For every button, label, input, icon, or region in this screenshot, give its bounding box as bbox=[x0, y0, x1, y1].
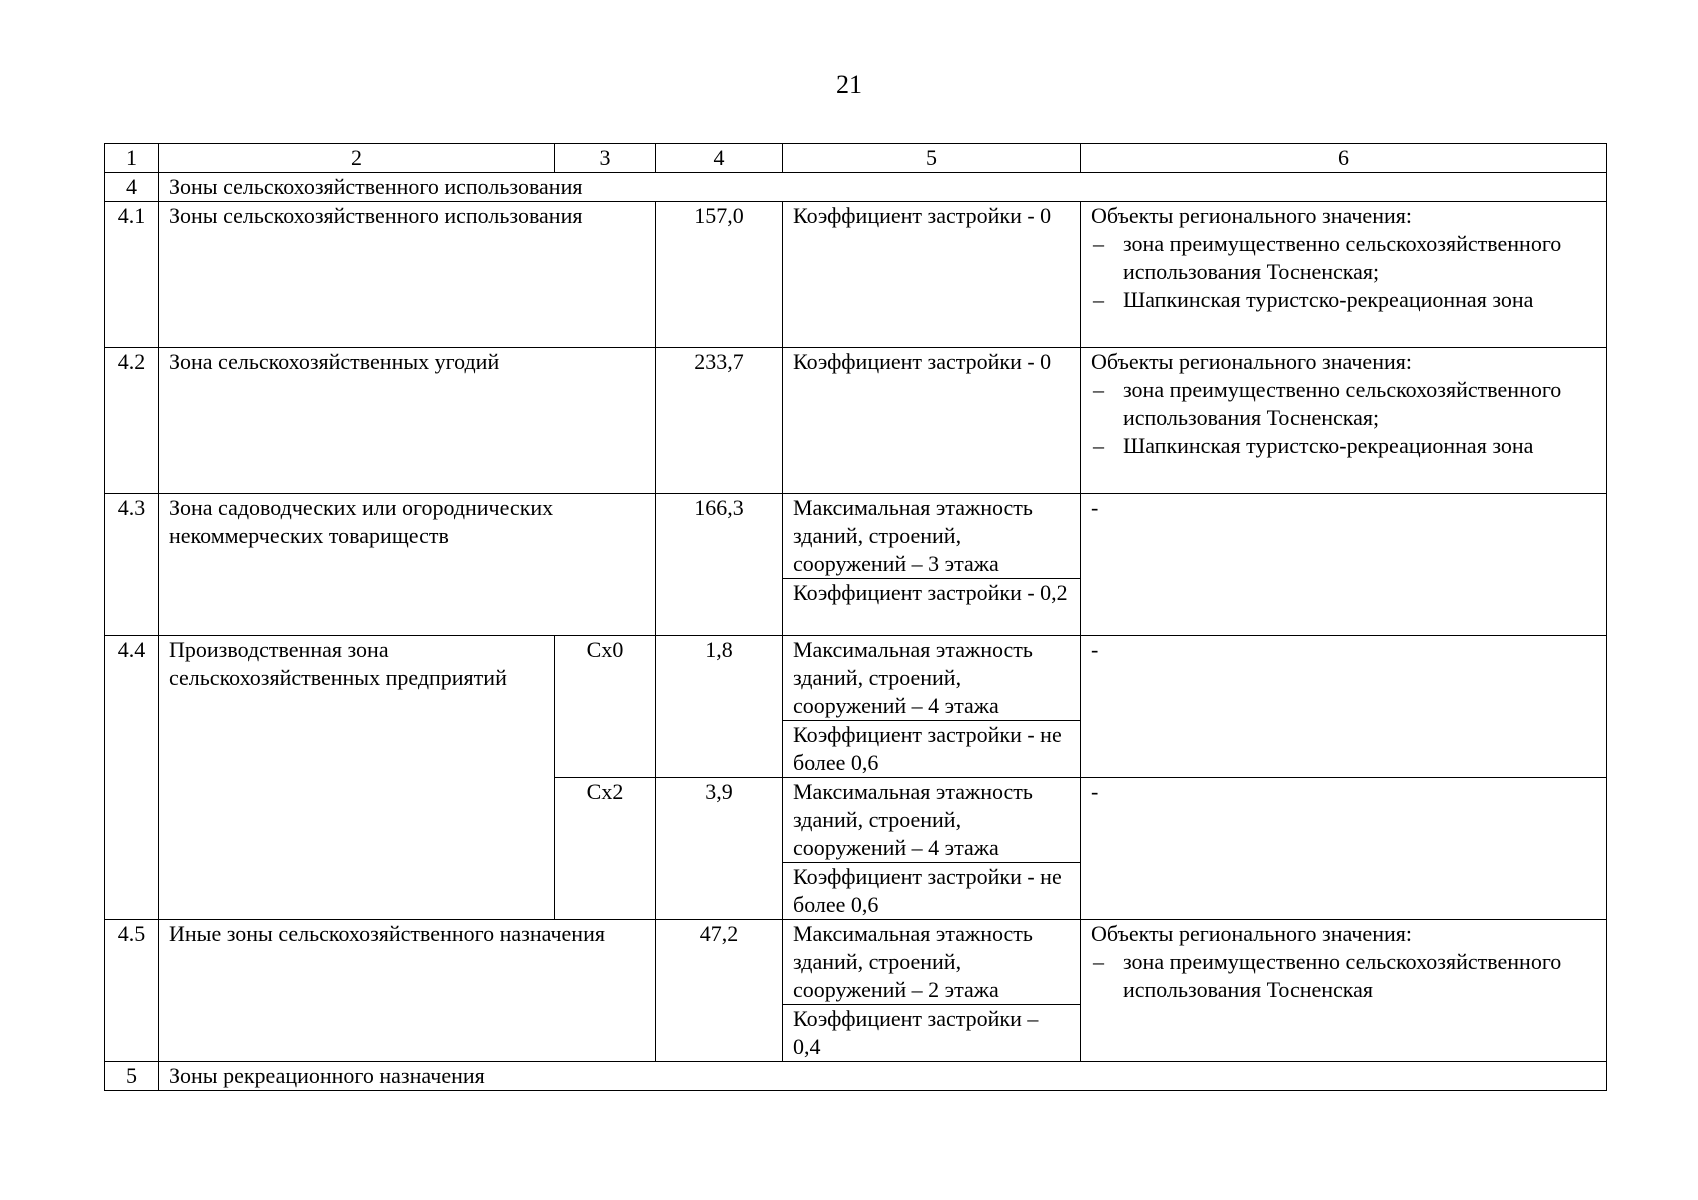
zone-area: 1,8 bbox=[656, 636, 783, 778]
zone-name: Иные зоны сельскохозяйственного назначения bbox=[159, 920, 656, 1062]
zone-area: 157,0 bbox=[656, 202, 783, 348]
zone-parameter-coefficient: Коэффициент застройки - не более 0,6 bbox=[783, 863, 1081, 920]
section-title: Зоны сельскохозяйственного использования bbox=[159, 173, 1607, 202]
row-number: 4.2 bbox=[105, 348, 159, 494]
list-item: – Шапкинская туристско-рекреационная зона bbox=[1091, 286, 1596, 314]
zone-objects: - bbox=[1081, 778, 1607, 920]
objects-title: Объекты регионального значения: bbox=[1091, 349, 1412, 374]
table-row-4-5 bbox=[105, 920, 1607, 1005]
zone-area: 233,7 bbox=[656, 348, 783, 494]
objects-title: Объекты регионального значения: bbox=[1091, 921, 1412, 946]
row-number: 5 bbox=[105, 1062, 159, 1091]
zone-parameter-floors: Максимальная этажность зданий, строений, сооружений – 3 этажа bbox=[783, 494, 1081, 579]
list-item: – зона преимущественно сельскохозяйственного использования Тосненская; bbox=[1091, 230, 1596, 286]
header-cell: 6 bbox=[1081, 144, 1607, 173]
header-cell: 4 bbox=[656, 144, 783, 173]
zone-parameter-coefficient: Коэффициент застройки – 0,4 bbox=[783, 1005, 1081, 1062]
zone-objects bbox=[1081, 202, 1607, 348]
row-number: 4.3 bbox=[105, 494, 159, 636]
list-item: – зона преимущественно сельскохозяйственного использования Тосненская bbox=[1091, 948, 1596, 1004]
zone-code: Сх2 bbox=[555, 778, 656, 920]
zone-name: Производственная зона сельскохозяйственных предприятий bbox=[159, 636, 555, 920]
section-row-4 bbox=[105, 173, 1607, 202]
header-cell: 1 bbox=[105, 144, 159, 173]
objects-list bbox=[1091, 948, 1596, 1004]
zone-objects bbox=[1081, 348, 1607, 494]
zone-parameter-coefficient: Коэффициент застройки - 0,2 bbox=[783, 579, 1081, 636]
table-row-4-3 bbox=[105, 494, 1607, 579]
row-number: 4.5 bbox=[105, 920, 159, 1062]
zone-parameter: Коэффициент застройки - 0 bbox=[783, 202, 1081, 348]
header-cell: 2 bbox=[159, 144, 555, 173]
table-row-4-2 bbox=[105, 348, 1607, 494]
objects-title: Объекты регионального значения: bbox=[1091, 203, 1412, 228]
zone-parameter-floors: Максимальная этажность зданий, строений, сооружений – 2 этажа bbox=[783, 920, 1081, 1005]
list-item: – зона преимущественно сельскохозяйственного использования Тосненская; bbox=[1091, 376, 1596, 432]
zone-area: 47,2 bbox=[656, 920, 783, 1062]
objects-list bbox=[1091, 230, 1596, 314]
zone-objects: - bbox=[1081, 494, 1607, 636]
zone-parameter-floors: Максимальная этажность зданий, строений, сооружений – 4 этажа bbox=[783, 636, 1081, 721]
zone-parameter-coefficient: Коэффициент застройки - не более 0,6 bbox=[783, 721, 1081, 778]
table-row-4-1 bbox=[105, 202, 1607, 348]
header-row bbox=[105, 144, 1607, 173]
header-cell: 5 bbox=[783, 144, 1081, 173]
zone-objects: - bbox=[1081, 636, 1607, 778]
zone-area: 166,3 bbox=[656, 494, 783, 636]
zone-name: Зона садоводческих или огороднических некоммерческих товариществ bbox=[159, 494, 656, 636]
page-number: 21 bbox=[836, 70, 862, 99]
zone-name: Зона сельскохозяйственных угодий bbox=[159, 348, 656, 494]
table-row-4-4 bbox=[105, 636, 1607, 721]
list-item: – Шапкинская туристско-рекреационная зона bbox=[1091, 432, 1596, 460]
zone-parameter: Коэффициент застройки - 0 bbox=[783, 348, 1081, 494]
zone-name: Зоны сельскохозяйственного использования bbox=[159, 202, 656, 348]
row-number: 4.4 bbox=[105, 636, 159, 920]
zones-table bbox=[104, 143, 1607, 1091]
section-title: Зоны рекреационного назначения bbox=[159, 1062, 1607, 1091]
zone-code: Сх0 bbox=[555, 636, 656, 778]
row-number: 4 bbox=[105, 173, 159, 202]
zone-parameter-floors: Максимальная этажность зданий, строений, сооружений – 4 этажа bbox=[783, 778, 1081, 863]
row-number: 4.1 bbox=[105, 202, 159, 348]
zone-objects bbox=[1081, 920, 1607, 1062]
section-row-5 bbox=[105, 1062, 1607, 1091]
objects-list bbox=[1091, 376, 1596, 460]
zone-area: 3,9 bbox=[656, 778, 783, 920]
header-cell: 3 bbox=[555, 144, 656, 173]
